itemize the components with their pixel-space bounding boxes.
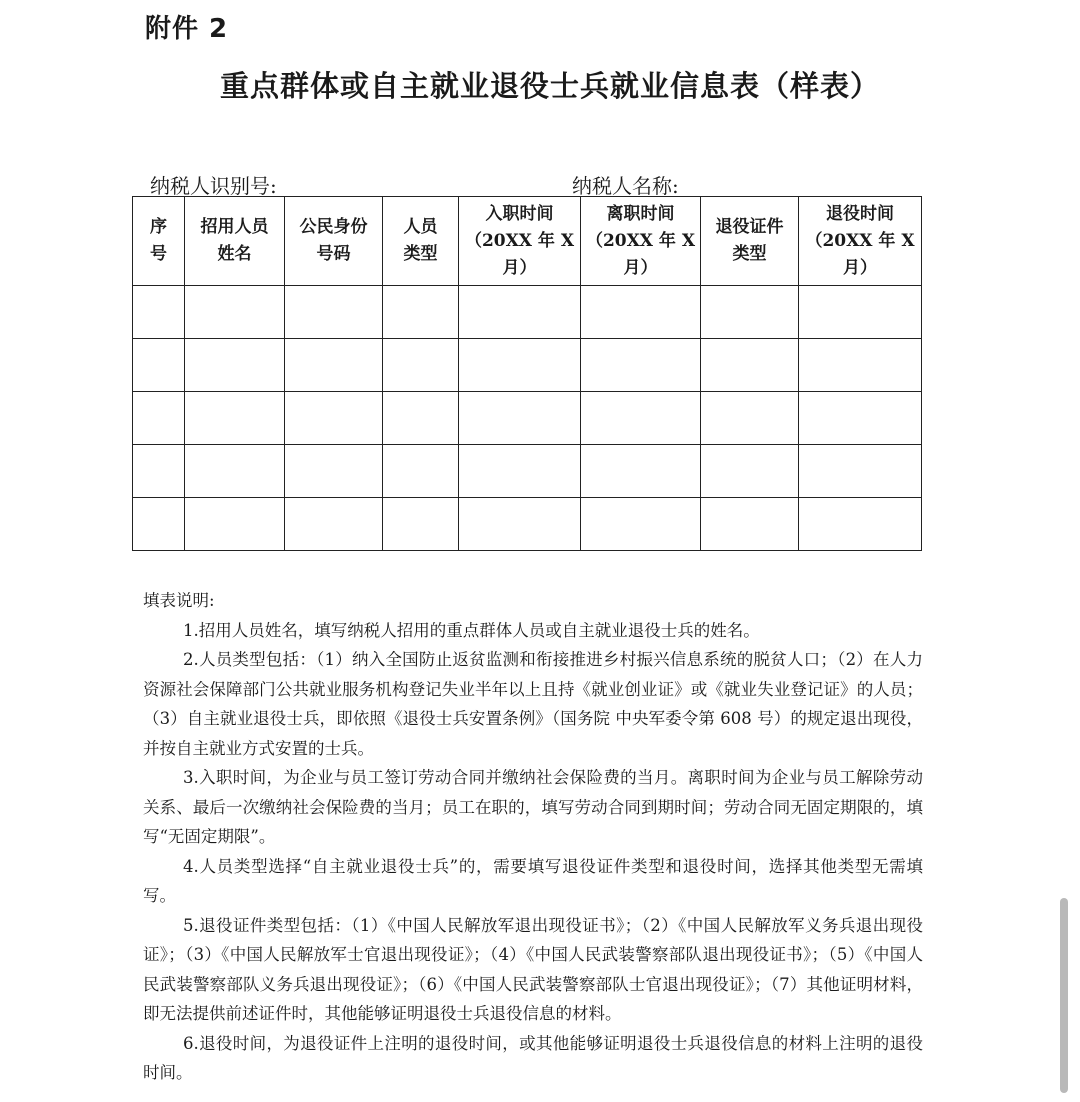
table-cell xyxy=(383,445,459,498)
instruction-item-2: 2.人员类型包括：（1）纳入全国防止返贫监测和衔接推进乡村振兴信息系统的脱贫人口；（2）在人力资源社会保障部门公共就业服务机构登记失业半年以上且持《就业创业证》或《就业失业登记证》的人员；（3）自主就业退役士兵，即依照《退役士兵安置条例》（国务院 中央军委令第 608 号）的规定退出现役，并按自主就业方式安置的士兵。 xyxy=(143,650,923,758)
table-cell xyxy=(133,392,185,445)
table-row xyxy=(133,445,922,498)
table-cell xyxy=(459,286,581,339)
table-cell xyxy=(133,339,185,392)
instruction-item-1: 1.招用人员姓名，填写纳税人招用的重点群体人员或自主就业退役士兵的姓名。 xyxy=(183,620,760,640)
table-row xyxy=(133,498,922,551)
title-text: 重点群体或自主就业退役士兵就业信息表（样表） xyxy=(219,69,880,103)
page-title xyxy=(0,64,1040,105)
header-leave-date: 离职时间 （20XX 年 X 月） xyxy=(581,197,701,286)
table-cell xyxy=(701,339,799,392)
table-cell xyxy=(185,392,285,445)
table-cell xyxy=(701,445,799,498)
table-cell xyxy=(459,498,581,551)
table-row xyxy=(133,286,922,339)
header-retire-date: 退役时间 （20XX 年 X 月） xyxy=(799,197,922,286)
table-cell xyxy=(285,339,383,392)
table-cell xyxy=(459,339,581,392)
table-row xyxy=(133,392,922,445)
table-cell xyxy=(185,498,285,551)
table-cell xyxy=(799,392,922,445)
table-cell xyxy=(133,286,185,339)
taxpayer-id-label: 纳税人识别号: xyxy=(150,174,277,198)
table-cell xyxy=(383,392,459,445)
scrollbar-thumb[interactable] xyxy=(1060,898,1068,1093)
table-cell xyxy=(701,498,799,551)
table-cell xyxy=(185,286,285,339)
table-cell xyxy=(799,498,922,551)
table-cell xyxy=(581,339,701,392)
instruction-item-5: 5.退役证件类型包括：（1）《中国人民解放军退出现役证书》；（2）《中国人民解放军义务兵退出现役证》；（3）《中国人民解放军士官退出现役证》；（4）《中国人民武装警察部队退出现役证书》；（5）《中国人民武装警察部队义务兵退出现役证》；（6）《中国人民武装警察部队士官退出现役证》；（7）其他证明材料，即无法提供前述证件时，其他能够证明退役士兵退役信息的材料。 xyxy=(143,915,923,1023)
table-cell xyxy=(383,339,459,392)
table-cell xyxy=(701,286,799,339)
table-cell xyxy=(185,339,285,392)
instructions xyxy=(143,586,923,1088)
header-name: 招用人员 姓名 xyxy=(185,197,285,286)
info-table xyxy=(132,196,922,551)
table-row xyxy=(133,339,922,392)
table-cell xyxy=(459,392,581,445)
taxpayer-name-label: 纳税人名称: xyxy=(572,174,679,198)
instructions-heading: 填表说明: xyxy=(143,591,215,610)
table-body xyxy=(133,286,922,551)
table-cell xyxy=(581,392,701,445)
table-cell xyxy=(285,445,383,498)
table-cell xyxy=(285,392,383,445)
table-cell xyxy=(185,445,285,498)
header-serial: 序 号 xyxy=(133,197,185,286)
attachment-label: 附件 2 xyxy=(145,14,229,44)
table-cell xyxy=(701,392,799,445)
instruction-item-4: 4.人员类型选择“自主就业退役士兵”的，需要填写退役证件类型和退役时间，选择其他类型无需填写。 xyxy=(143,856,923,905)
header-id-number: 公民身份 号码 xyxy=(285,197,383,286)
table-cell xyxy=(799,286,922,339)
table-cell xyxy=(799,445,922,498)
table-header-row xyxy=(133,197,922,286)
table-cell xyxy=(133,445,185,498)
table-cell xyxy=(581,445,701,498)
table-cell xyxy=(581,286,701,339)
table-cell xyxy=(459,445,581,498)
table-cell xyxy=(799,339,922,392)
table-cell xyxy=(133,498,185,551)
table-cell xyxy=(383,498,459,551)
instruction-item-3: 3.入职时间，为企业与员工签订劳动合同并缴纳社会保险费的当月。离职时间为企业与员工解除劳动关系、最后一次缴纳社会保险费的当月；员工在职的，填写劳动合同到期时间；劳动合同无固定期限的，填写“无固定期限”。 xyxy=(143,768,923,846)
table-cell xyxy=(285,286,383,339)
table-cell xyxy=(285,498,383,551)
instruction-item-6: 6.退役时间，为退役证件上注明的退役时间，或其他能够证明退役士兵退役信息的材料上注明的退役时间。 xyxy=(143,1033,923,1082)
header-certificate-type: 退役证件 类型 xyxy=(701,197,799,286)
table-cell xyxy=(581,498,701,551)
header-person-type: 人员 类型 xyxy=(383,197,459,286)
header-hire-date: 入职时间 （20XX 年 X 月） xyxy=(459,197,581,286)
table-cell xyxy=(383,286,459,339)
